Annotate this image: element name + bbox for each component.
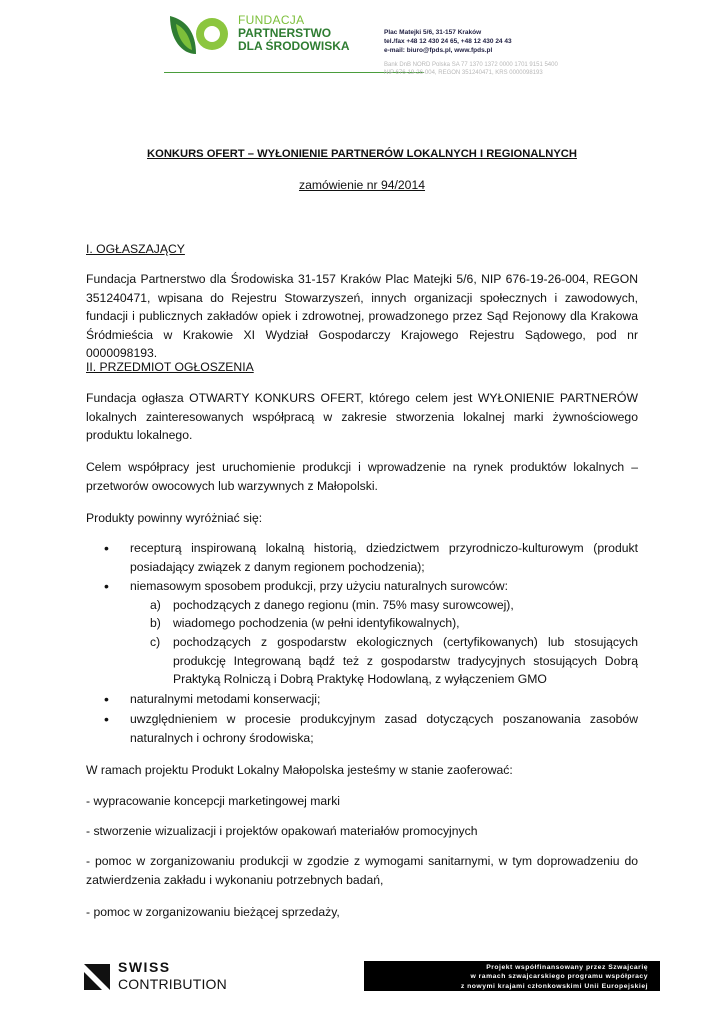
bank-account: Bank DnB NORD Polska SA 77 1370 1372 0000 1701 9151 5400: [384, 62, 558, 68]
foundation-logo-icon: [166, 10, 230, 58]
section-1-text: Fundacja Partnerstwo dla Środowiska 31-157 Kraków Plac Matejki 5/6, NIP 676-19-26-004, REGON 351240471, wpisana do Rejestru Stowarzyszeń, innych organizacji społecznych i zawodowych, fundacji i publicznych zakładów opiek i zdrowotnej, prowadzonego przez Sąd Rejonowy dla Krakowa Śródmieścia w Krakowie XI Wydział Gospodarczy Krajowego Rejestru Sądowego, pod nr 0000098193.: [86, 272, 638, 361]
offer-item: - wypracowanie koncepcji marketingowej marki: [86, 794, 341, 808]
bank-block: [384, 61, 558, 77]
sub-list-item: b) wiadomego pochodzenia (w pełni identyfikowalnych),: [150, 616, 460, 630]
list-item: • naturalnymi metodami konserwacji;: [104, 691, 321, 707]
list-item: • uwzględnieniem w procesie produkcyjnym zasad dotyczących poszanowania zasobów naturalnych i ochrony środowiska;: [104, 711, 638, 745]
section-2-paragraph-1: Fundacja ogłasza OTWARTY KONKURS OFERT, którego celem jest WYŁONIENIE PARTNERÓW lokalnych zainteresowanych współpracą w zakresie stworzenia lokalnej marki żywnościowego produktu lokalnego.: [86, 391, 638, 443]
swiss-wordmark-1: SWISS: [118, 959, 171, 975]
logo-wordmark: [238, 14, 350, 53]
logo-line-1: FUNDACJA: [238, 13, 305, 27]
banner-line-2: w ramach szwajcarskiego programu współpracy: [470, 973, 648, 981]
contact-block: [384, 28, 512, 55]
bullet-icon: •: [104, 711, 109, 727]
document-title: KONKURS OFERT – WYŁONIENIE PARTNERÓW LOKALNYCH I REGIONALNYCH: [147, 148, 577, 160]
list-item: • niemasowym sposobem produkcji, przy użyciu naturalnych surowców:: [104, 578, 508, 594]
section-2-paragraph-2: Celem współpracy jest uruchomienie produkcji i wprowadzenie na rynek produktów lokalnych – przetworów owocowych lub warzywnych z Małopolski.: [86, 460, 638, 493]
section-2-paragraph-3: Produkty powinny wyróżniać się:: [86, 511, 263, 525]
contact-phone: tel./fax +48 12 430 24 65, +48 12 430 24 43: [384, 38, 512, 45]
offer-item: - pomoc w zorganizowaniu bieżącej sprzedaży,: [86, 905, 340, 919]
logo-line-3: DLA ŚRODOWISKA: [238, 39, 350, 53]
page-footer: [84, 958, 664, 998]
banner-line-1: Projekt współfinansowany przez Szwajcarię: [486, 964, 648, 971]
order-number: zamówienie nr 94/2014: [298, 178, 426, 192]
contact-email: e-mail: biuro@fpds.pl, www.fpds.pl: [384, 47, 493, 54]
registration-numbers: NIP 676-19-26-004, REGON 351240471, KRS 0000098193: [384, 70, 543, 76]
section-1-heading: I. OGŁASZAJĄCY: [86, 242, 185, 256]
logo-line-2: PARTNERSTWO: [238, 26, 332, 40]
offer-intro: W ramach projektu Produkt Lokalny Małopolska jesteśmy w stanie zaoferować:: [86, 763, 513, 777]
cofinancing-banner: [364, 961, 660, 991]
swiss-contribution-logo-icon: [84, 964, 110, 990]
banner-line-3: z nowymi krajami członkowskimi Unii Europejskiej: [460, 982, 648, 990]
bullet-icon: •: [104, 691, 109, 707]
sub-list-item: a) pochodzących z danego regionu (min. 75% masy surowcowej),: [150, 598, 514, 612]
letterhead: [62, 0, 662, 80]
swiss-wordmark-2: CONTRIBUTION: [118, 976, 227, 992]
offer-item: - pomoc w zorganizowaniu produkcji w zgodzie z wymogami sanitarnymi, w tym doprowadzeniu do zatwierdzenia zakładu i wykonaniu potrzebnych badań,: [86, 854, 638, 887]
list-item: • recepturą inspirowaną lokalną historią, dziedzictwem przyrodniczo-kulturowym (produkt posiadający związek z danym regionem pochodzenia);: [104, 540, 638, 574]
bullet-icon: •: [104, 540, 109, 556]
section-2-heading: II. PRZEDMIOT OGŁOSZENIA: [86, 360, 254, 374]
contact-address: Plac Matejki 5/6, 31-157 Kraków: [384, 29, 482, 36]
sub-list-item: c) pochodzących z gospodarstw ekologicznych (certyfikowanych) lub stosujących produkcję Integrowaną bądź też z gospodarstw tradycyjnych stosujących Dobrą Praktyką Rolniczą i Dobrą Praktykę Hodowlaną, z wyłączeniem GMO: [150, 635, 638, 687]
bullet-icon: •: [104, 578, 109, 594]
offer-item: - stworzenie wizualizacji i projektów opakowań materiałów promocyjnych: [86, 824, 478, 838]
